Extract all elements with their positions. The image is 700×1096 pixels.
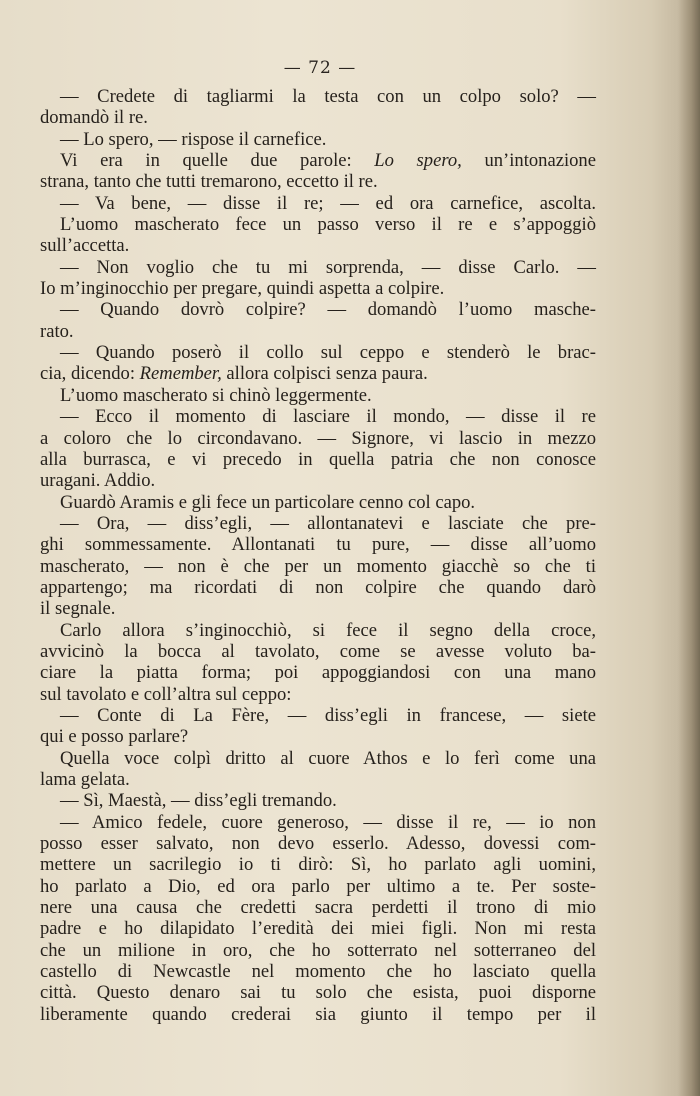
text-line: Quella voce colpì dritto al cuore Athos e lo ferì come una	[60, 747, 596, 769]
text-line: Io m’inginocchio per pregare, quindi aspetta a colpire.	[40, 278, 445, 300]
text-line: ciare la piatta forma; poi appoggiandosi con una mano	[40, 662, 596, 684]
text-line: qui e posso parlare?	[40, 726, 189, 748]
text-line: castello di Newcastle nel momento che ho lasciato quella	[40, 961, 596, 983]
text-line: — Amico fedele, cuore generoso, — disse il re, — io non	[60, 811, 596, 833]
text-line: Vi era in quelle due parole: Lo spero, un’intonazione	[60, 150, 596, 172]
text-line: — Sì, Maestà, — diss’egli tremando.	[60, 790, 337, 812]
text-line: — Quando poserò il collo sul ceppo e stenderò le brac-	[60, 342, 596, 364]
text-line: avvicinò la bocca al tavolato, come se avesse voluto ba-	[40, 640, 596, 662]
text-line: — Quando dovrò colpire? — domandò l’uomo masche-	[60, 299, 596, 321]
text-line: appartengo; ma ricordati di non colpire che quando darò	[40, 576, 596, 598]
text-line: padre e ho dilapidato l’eredità dei miei figli. Non mi resta	[40, 918, 596, 940]
text-line: — Conte di La Fère, — diss’egli in francese, — siete	[60, 704, 596, 726]
text-line: sul tavolato e coll’altra sul ceppo:	[40, 683, 292, 705]
text-line: L’uomo mascherato fece un passo verso il re e s’appoggiò	[60, 214, 596, 236]
text-line: a coloro che lo circondavano. — Signore, vi lascio in mezzo	[40, 427, 596, 449]
text-line: città. Questo denaro sai tu solo che esista, puoi disporne	[40, 982, 596, 1004]
text-line: il segnale.	[40, 598, 116, 620]
text-line: — Credete di tagliarmi la testa con un colpo solo? —	[60, 86, 596, 107]
text-line: ho parlato a Dio, ed ora parlo per ultimo a te. Per soste-	[40, 875, 596, 897]
page-number: — 72 —	[283, 58, 357, 78]
text-line: ghi sommessamente. Allontanati tu pure, — disse all’uomo	[40, 534, 596, 556]
text-line: L’uomo mascherato si chinò leggermente.	[60, 384, 372, 406]
text-line: che un milione in oro, che ho sotterrato nel sotterraneo del	[40, 939, 596, 961]
text-line: — Va bene, — disse il re; — ed ora carnefice, ascolta.	[60, 192, 596, 214]
text-line: sull’accetta.	[40, 235, 130, 257]
text-line: — Ora, — diss’egli, — allontanatevi e lasciate che pre-	[60, 512, 596, 534]
text-line: posso esser salvato, non devo esserlo. Adesso, dovessi com-	[40, 833, 596, 855]
text-line: — Non voglio che tu mi sorprenda, — disse Carlo. —	[60, 256, 596, 278]
text-line: — Lo spero, — rispose il carnefice.	[60, 128, 327, 150]
text-line: Guardò Aramis e gli fece un particolare cenno col capo.	[60, 491, 476, 513]
text-line: strana, tanto che tutti tremarono, eccetto il re.	[40, 171, 378, 193]
text-line: lama gelata.	[40, 769, 130, 790]
text-line: mascherato, — non è che per un momento giacchè so che ti	[40, 555, 596, 577]
text-line: mettere un sacrilegio io ti dirò: Sì, ho parlato agli uomini,	[40, 854, 596, 876]
text-line: liberamente quando crederai sia giunto il tempo per il	[40, 1003, 596, 1025]
text-line: cia, dicendo: Remember, allora colpisci senza paura.	[40, 363, 428, 385]
text-line: Carlo allora s’inginocchiò, si fece il segno della croce,	[60, 619, 596, 641]
text-line: nere una causa che credetti sacra perdetti il trono di mio	[40, 897, 596, 919]
page-edge-shadow	[678, 0, 700, 1096]
text-line: domandò il re.	[40, 107, 148, 129]
text-line: alla burrasca, e vi precedo in quella patria che non conosce	[40, 448, 596, 470]
text-line: — Ecco il momento di lasciare il mondo, — disse il re	[60, 406, 596, 428]
text-line: uragani. Addio.	[40, 470, 156, 492]
body-text	[40, 86, 596, 1025]
text-line: rato.	[40, 320, 74, 342]
